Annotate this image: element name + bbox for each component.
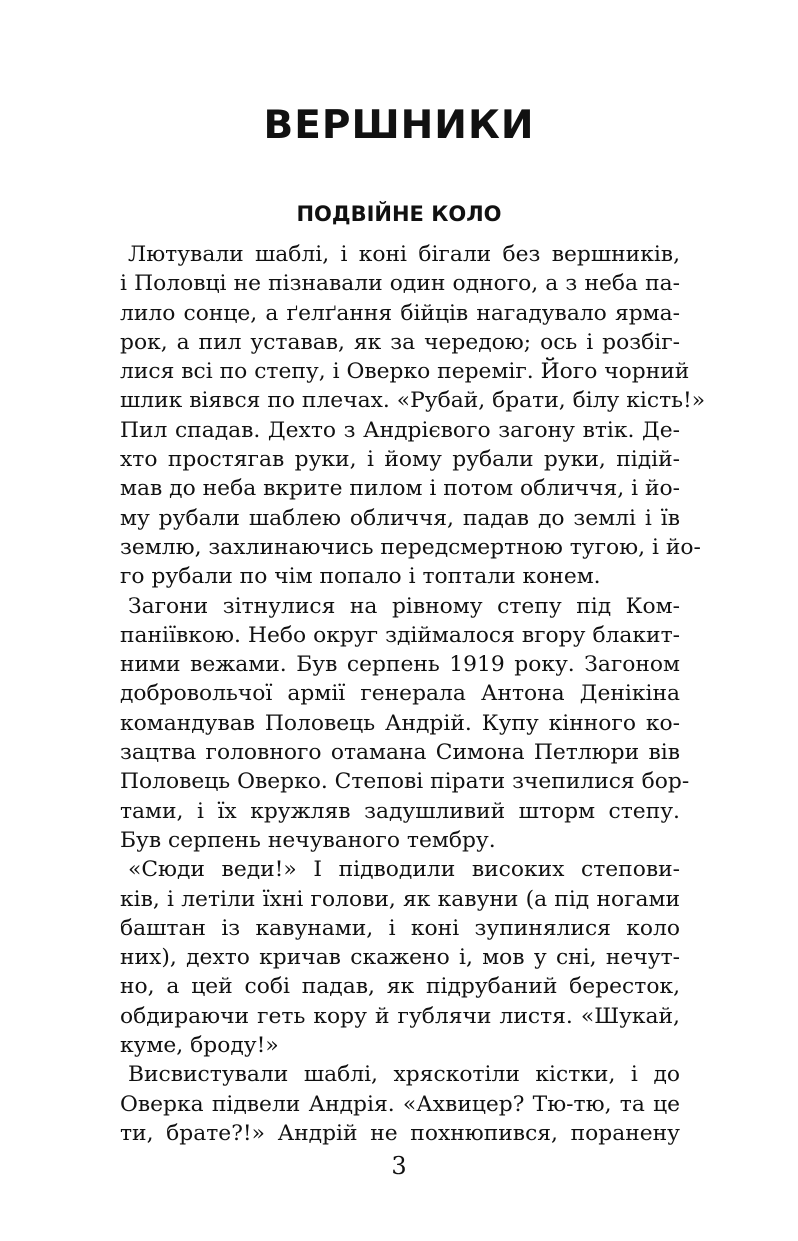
text-line: паніївкою. Небо округ здіймалося вгору блакит- <box>120 622 680 648</box>
text-line: ків, і летіли їхні голови, як кавуни (а під ногами <box>120 886 680 912</box>
text-line: куме, броду!» <box>120 1033 279 1059</box>
text-line: шлик віявся по плечах. «Рубай, брати, білу кість!» <box>120 388 706 414</box>
text-line: землю, захлинаючись передсмертною тугою, і йо- <box>120 534 701 560</box>
text-line: рок, а пил уставав, як за чередою; ось і розбіг- <box>120 329 680 355</box>
chapter-title: ВЕРШНИКИ <box>263 103 535 148</box>
text-line: ти, брате?!» Андрій не похнюпився, поранену <box>120 1120 680 1146</box>
text-line: Висвистували шаблі, хряскотіли кістки, і до <box>128 1062 680 1088</box>
page-number: 3 <box>391 1152 407 1180</box>
text-line: лися всі по степу, і Оверко переміг. Його чорний <box>120 359 690 385</box>
text-line: но, а цей собі падав, як підрубаний бересток, <box>120 974 680 1000</box>
text-line: них), дехто кричав скажено і, мов у сні, нечут- <box>120 945 680 971</box>
body-text <box>120 240 706 1148</box>
text-line: баштан із кавунами, і коні зупинялися коло <box>120 915 680 941</box>
text-line: ними вежами. Був серпень 1919 року. Загоном <box>120 652 680 678</box>
text-line: зацтва головного отамана Симона Петлюри вів <box>120 740 680 766</box>
text-line: го рубали по чім попало і топтали конем. <box>120 564 601 590</box>
text-line: Був серпень нечуваного тембру. <box>120 827 496 853</box>
text-line: «Сюди веди!» І підводили високих степови- <box>128 857 680 883</box>
text-line: Загони зітнулися на рівному степу під Ком- <box>128 593 680 619</box>
text-line: хто простягав руки, і йому рубали руки, підій- <box>120 447 680 473</box>
text-line: тами, і їх кружляв задушливий шторм степу. <box>120 798 680 824</box>
text-line: му рубали шаблею обличчя, падав до землі і їв <box>120 505 680 531</box>
text-line: Оверка підвели Андрія. «Ахвицер? Тю-тю, та це <box>120 1091 680 1117</box>
text-line: і Половці не пізнавали один одного, а з неба па- <box>120 271 680 297</box>
text-line: Половець Оверко. Степові пірати зчепилися бор- <box>120 769 690 795</box>
section-title: ПОДВІЙНЕ КОЛО <box>296 202 502 226</box>
text-line: добровольчої армії генерала Антона Денікіна <box>120 681 680 707</box>
text-line: Пил спадав. Дехто з Андрієвого загону втік. Де- <box>120 417 680 443</box>
text-line: мав до неба вкрите пилом і потом обличчя, і йо- <box>120 476 680 502</box>
text-line: командував Половець Андрій. Купу кінного ко- <box>120 710 680 736</box>
text-line: Лютували шаблі, і коні бігали без вершників, <box>128 242 680 267</box>
text-line: лило сонце, а ґелґання бійців нагадувало ярма- <box>120 300 680 326</box>
text-line: обдираючи геть кору й гублячи листя. «Шукай, <box>120 1003 680 1029</box>
